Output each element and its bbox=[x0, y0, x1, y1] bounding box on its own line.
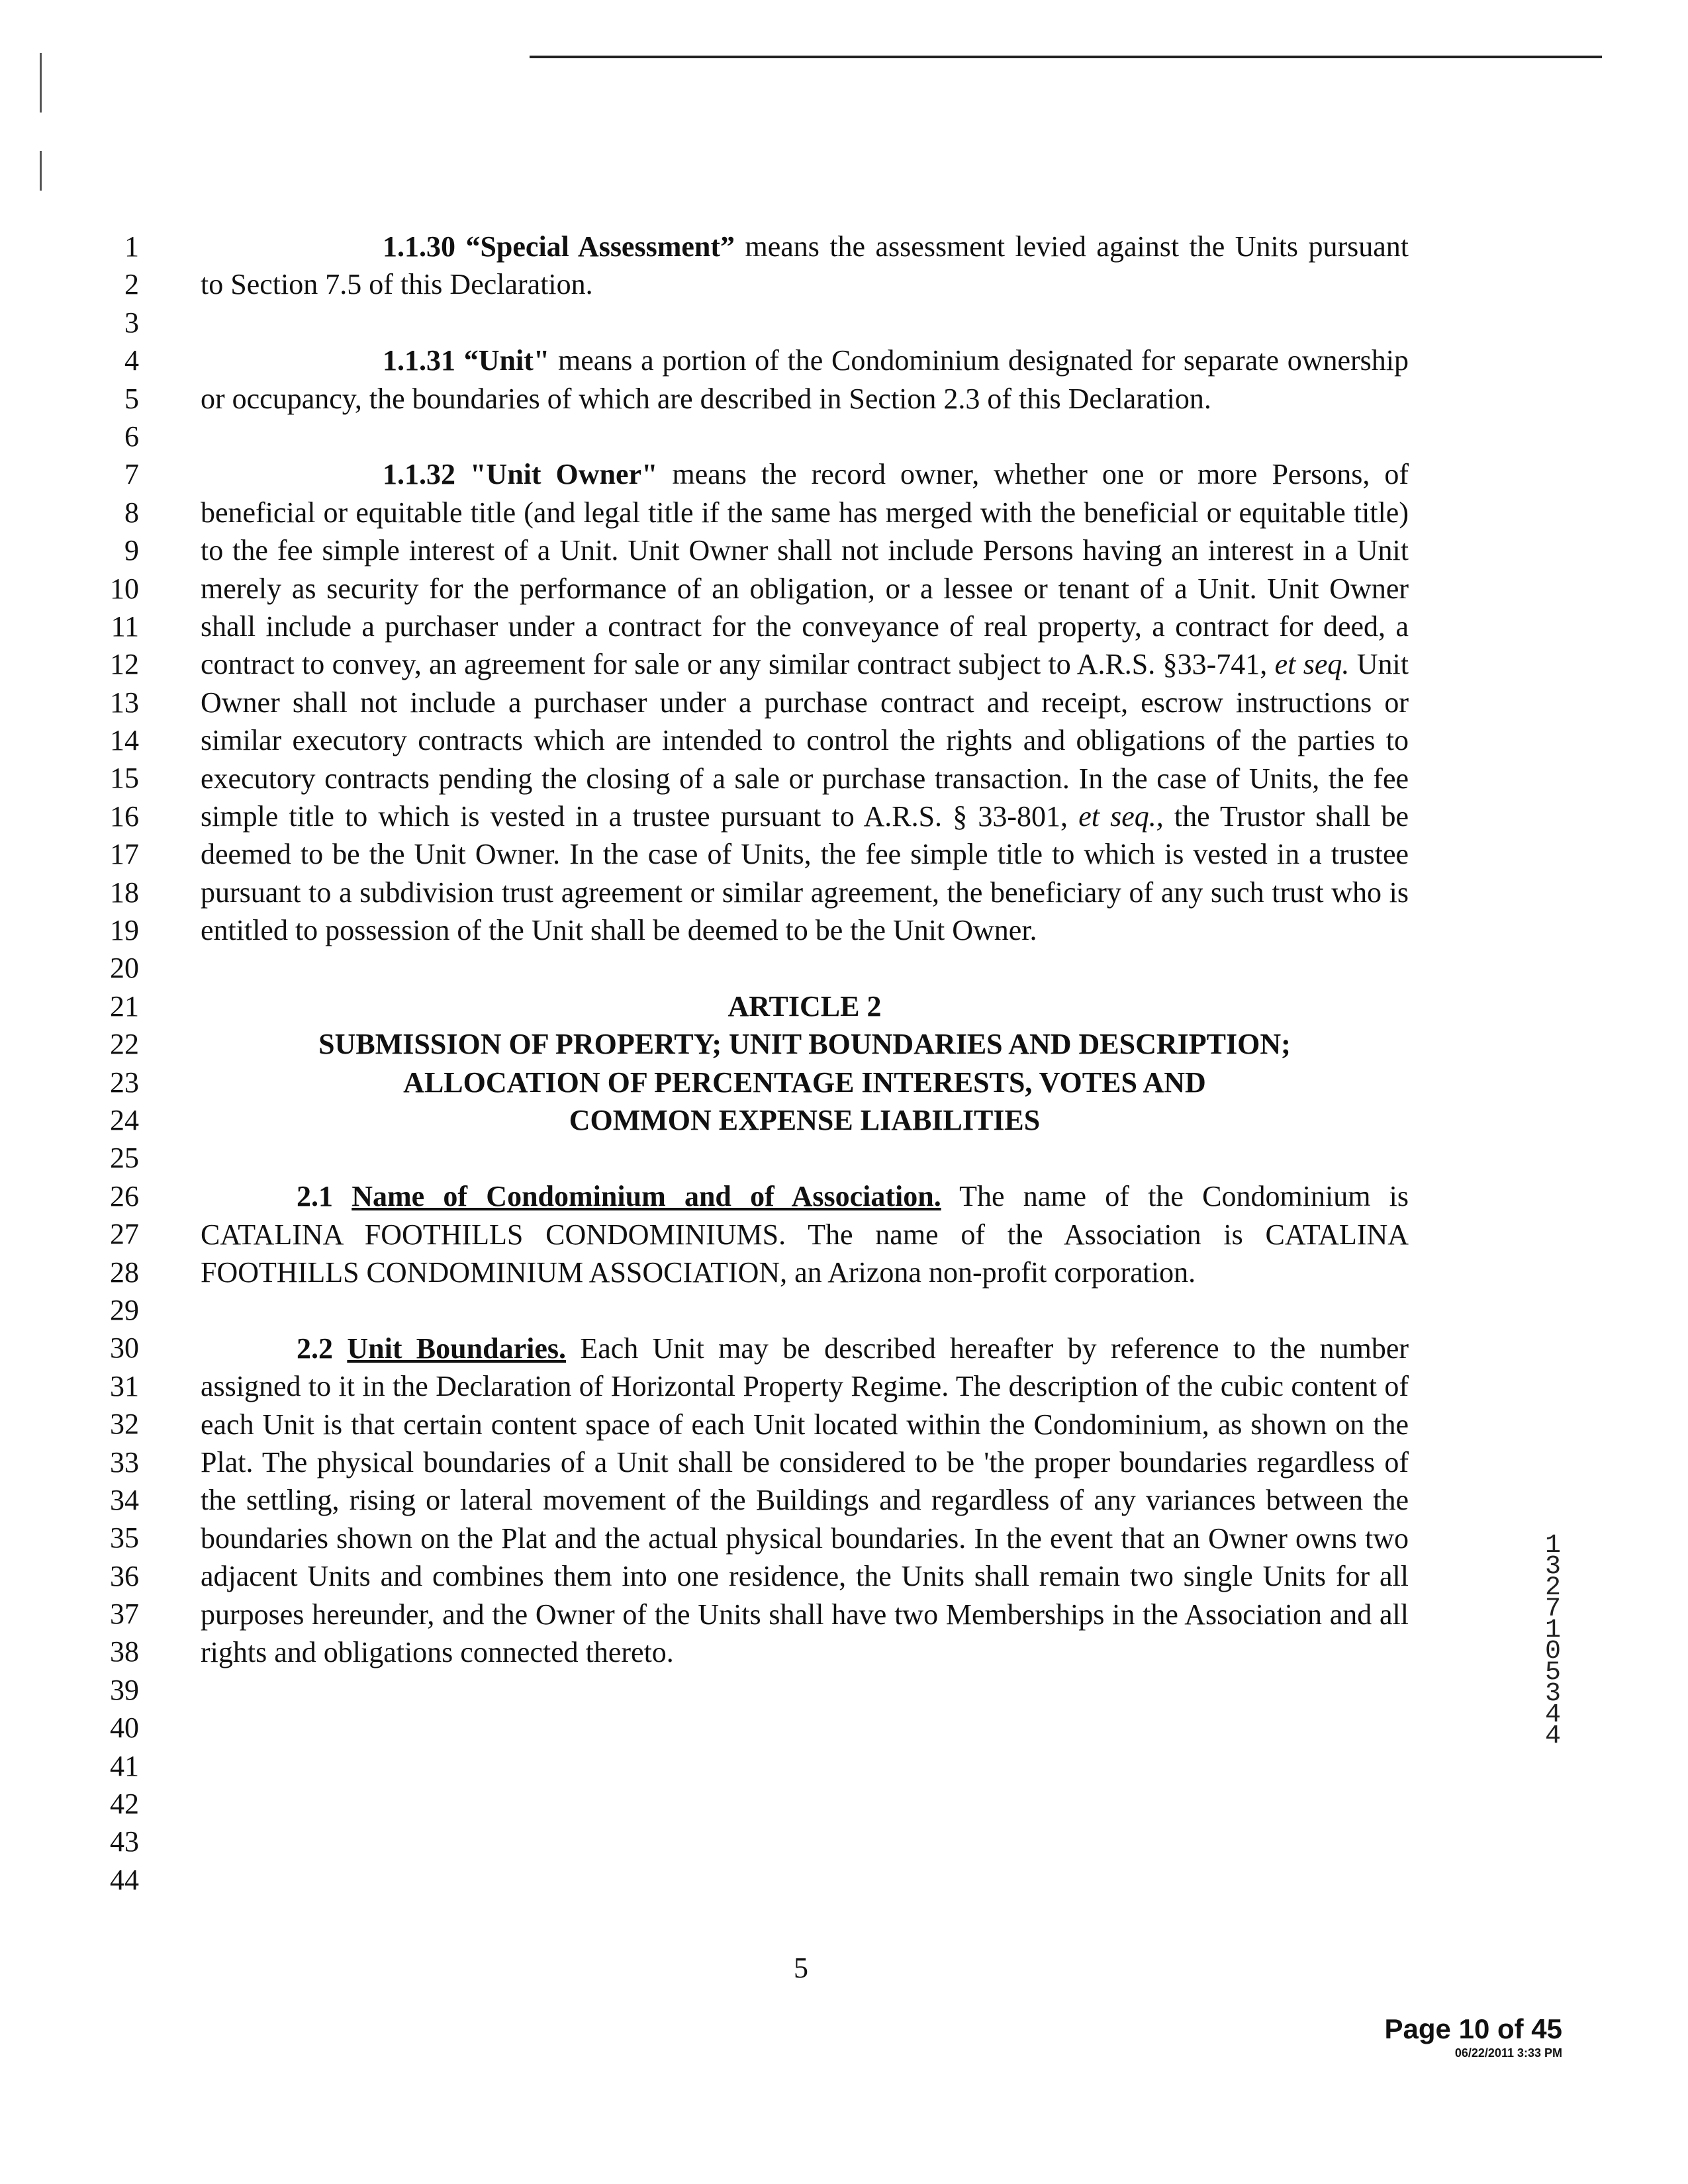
line-number: 30 bbox=[110, 1332, 139, 1365]
section-text: means the record owner, whether one or more Persons, of beneficial or equitable title (and legal title if the same has merged with the beneficial or equitable title) to the fee simple interest of a Unit. Unit Owner shall not include Persons having an interest in a Unit merely as security for the performance of an obligation, or a lessee or tenant of a Unit. Unit Owner shall include a purchaser under a contract for the conveyance of real property, a contract for deed, a contract to convey, an agreement for sale or any similar contract subject to A.R.S. §33-741, bbox=[201, 458, 1409, 681]
section-text: The name of the Condominium is CATALINA FOOTHILLS CONDOMINIUMS. The name of the Association is CATALINA FOOTHILLS CONDOMINIUM ASSOCIATION, an Arizona non-profit corporation. bbox=[201, 1180, 1409, 1289]
line-number: 43 bbox=[110, 1825, 139, 1858]
citation-et-seq: et seq. bbox=[1274, 648, 1350, 681]
section-number: 2.2 bbox=[297, 1332, 333, 1365]
section-text: means a portion of the Condominium designated for separate ownership or occupancy, the boundaries of which are described in Section 2.3 of this Declaration. bbox=[201, 344, 1409, 415]
section-1-1-31 bbox=[201, 341, 1409, 418]
line-number: 13 bbox=[110, 686, 139, 719]
line-number: 33 bbox=[110, 1445, 139, 1479]
line-number: 38 bbox=[110, 1635, 139, 1668]
section-heading: Name of Condominium and of Association. bbox=[352, 1180, 941, 1213]
section-2-2 bbox=[201, 1330, 1409, 1672]
line-number: 3 bbox=[124, 306, 139, 339]
scan-artifact bbox=[40, 53, 42, 113]
recording-stamp: 13271 05344 bbox=[1544, 1531, 1561, 1751]
line-number: 20 bbox=[110, 952, 139, 985]
line-number: 5 bbox=[124, 382, 139, 415]
line-number: 14 bbox=[110, 724, 139, 757]
line-number: 4 bbox=[124, 344, 139, 377]
line-number: 31 bbox=[110, 1369, 139, 1402]
line-number: 18 bbox=[110, 876, 139, 909]
line-number: 12 bbox=[110, 648, 139, 681]
section-number: 2.1 bbox=[297, 1180, 333, 1213]
line-number: 7 bbox=[124, 458, 139, 491]
line-number: 35 bbox=[110, 1522, 139, 1555]
line-number: 16 bbox=[110, 799, 139, 833]
line-number: 32 bbox=[110, 1408, 139, 1441]
line-number: 6 bbox=[124, 420, 139, 453]
section-number: 1.1.30 bbox=[383, 230, 455, 263]
section-1-1-30 bbox=[201, 228, 1409, 304]
article-title: ARTICLE 2 bbox=[727, 990, 882, 1023]
article-heading bbox=[201, 987, 1409, 1140]
citation-et-seq: et seq., bbox=[1078, 800, 1164, 833]
article-subtitle: SUBMISSION OF PROPERTY; UNIT BOUNDARIES AND DESCRIPTION; bbox=[318, 1028, 1291, 1061]
defined-term: "Unit Owner" bbox=[470, 458, 658, 491]
line-number: 36 bbox=[110, 1559, 139, 1592]
line-number: 26 bbox=[110, 1179, 139, 1212]
section-heading: Unit Boundaries. bbox=[347, 1332, 566, 1365]
line-number: 24 bbox=[110, 1103, 139, 1136]
line-number: 23 bbox=[110, 1066, 139, 1099]
line-number: 42 bbox=[110, 1788, 139, 1821]
line-number: 28 bbox=[110, 1255, 139, 1289]
line-number: 19 bbox=[110, 914, 139, 947]
article-subtitle: COMMON EXPENSE LIABILITIES bbox=[569, 1104, 1041, 1137]
section-number: 1.1.32 bbox=[383, 458, 455, 491]
line-number: 1 bbox=[124, 230, 139, 263]
line-number: 17 bbox=[110, 838, 139, 871]
line-number: 9 bbox=[124, 534, 139, 567]
line-number: 41 bbox=[110, 1749, 139, 1782]
defined-term: “Special Assessment” bbox=[465, 230, 735, 263]
line-number: 34 bbox=[110, 1483, 139, 1516]
line-number: 40 bbox=[110, 1711, 139, 1745]
line-number: 27 bbox=[110, 1218, 139, 1251]
line-number: 8 bbox=[124, 496, 139, 529]
footer-page-label: Page 10 of 45 bbox=[1384, 2013, 1562, 2044]
line-number: 15 bbox=[110, 762, 139, 795]
article-subtitle: ALLOCATION OF PERCENTAGE INTERESTS, VOTES AND bbox=[403, 1066, 1206, 1099]
section-text: Unit Owner shall not include a purchaser under a purchase contract and receipt, escrow instructions or similar executory contracts which are intended to control the rights and obligations of the parties to executory contracts pending the closing of a sale or purchase transaction. In the case of Units, the fee simple title to which is vested in a trustee pursuant to A.R.S. § 33-801, bbox=[201, 648, 1409, 833]
section-number: 1.1.31 bbox=[383, 344, 455, 377]
section-text: means the assessment levied against the Units pursuant to Section 7.5 of this Declaration. bbox=[201, 230, 1409, 301]
line-number: 44 bbox=[110, 1863, 139, 1896]
line-number: 29 bbox=[110, 1293, 139, 1326]
document-body bbox=[201, 228, 1409, 1671]
section-2-1 bbox=[201, 1177, 1409, 1291]
scan-artifact bbox=[40, 151, 42, 191]
line-number-gutter bbox=[66, 228, 139, 1899]
line-number: 22 bbox=[110, 1028, 139, 1061]
defined-term: “Unit" bbox=[463, 344, 550, 377]
line-number: 39 bbox=[110, 1673, 139, 1706]
line-number: 2 bbox=[124, 268, 139, 301]
section-text: Each Unit may be described hereafter by reference to the number assigned to it in the Declaration of Horizontal Property Regime. The description of the cubic content of each Unit is that certain content space of each Unit located within the Condominium, as shown on the Plat. The physical boundaries of a Unit shall be considered to be 'the proper boundaries regardless of the settling, rising or lateral movement of the Buildings and regardless of any variances between the boundaries shown on the Plat and the actual physical boundaries. In the event that an Owner owns two adjacent Units and combines them into one residence, the Units shall remain two single Units for all purposes hereunder, and the Owner of the Units shall have two Memberships in the Association and all rights and obligations connected thereto. bbox=[201, 1332, 1409, 1668]
line-number: 11 bbox=[111, 610, 139, 643]
line-number: 25 bbox=[110, 1142, 139, 1175]
section-1-1-32 bbox=[201, 455, 1409, 949]
page-number: 5 bbox=[794, 1952, 808, 1984]
section-text: the Trustor shall be deemed to be the Unit Owner. In the case of Units, the fee simple title to which is vested in a trustee pursuant to a subdivision trust agreement or similar agreement, the beneficiary of any such trust who is entitled to possession of the Unit shall be deemed to be the Unit Owner. bbox=[201, 800, 1409, 947]
line-number: 10 bbox=[110, 572, 139, 605]
footer-timestamp: 06/22/2011 3:33 PM bbox=[1454, 2046, 1562, 2060]
line-number: 37 bbox=[110, 1598, 139, 1631]
line-number: 21 bbox=[110, 989, 139, 1023]
top-rule bbox=[530, 56, 1602, 58]
